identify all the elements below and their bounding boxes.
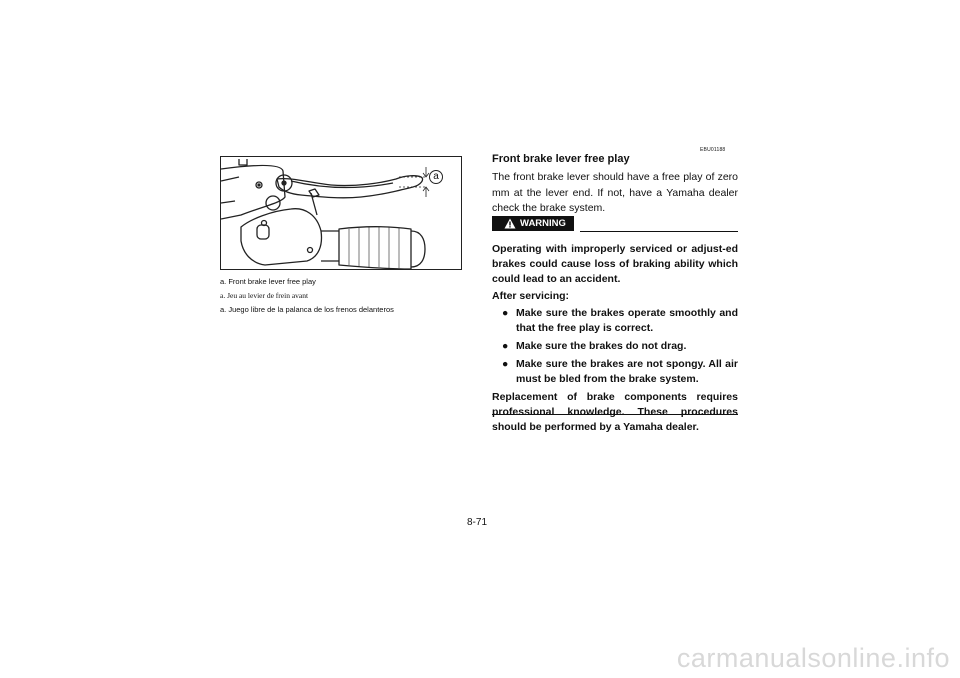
warning-header [492,216,738,232]
warning-label: WARNING [520,218,566,229]
brake-lever-illustration [220,156,462,270]
warning-content [492,242,738,437]
section-title: Front brake lever free play [492,153,630,165]
bullet-icon: ● [502,358,509,370]
bullet-icon: ● [502,307,509,319]
watermark: carmanualsonline.info [676,643,950,673]
brake-lever-drawing [221,157,462,270]
section-body: The front brake lever should have a free play of zero mm at the lever end. If not, have a Yamaha dealer check the brake system. [492,171,738,214]
warning-intro: Operating with improperly serviced or adjust-ed brakes could cause loss of braking ability which could lead to an accident. [492,243,738,285]
caption-spanish: a. Juego libre de la palanca de los frenos delanteros [220,305,394,314]
warning-end-rule [492,414,738,415]
warning-triangle-icon [504,218,516,229]
figure-callout-label: a [429,170,443,184]
caption-english: a. Front brake lever free play [220,277,316,286]
warning-closing: Replacement of brake components requires professional knowledge. These procedures should be performed by a Yamaha dealer. [492,391,738,433]
list-item: ● Make sure the brakes are not spongy. All air must be bled from the brake system. [502,358,738,385]
caption-french: a. Jeu au levier de frein avant [220,291,309,300]
figure-captions [220,277,470,319]
page-number: 8-71 [467,517,488,528]
list-item: ● Make sure the brakes do not drag. [502,340,687,352]
warning-badge [492,216,574,231]
after-servicing-heading: After servicing: [492,290,570,302]
list-item: ● Make sure the brakes operate smoothly and that the free play is correct. [502,307,738,334]
bullet-icon: ● [502,340,509,352]
warning-rule [580,231,738,232]
after-servicing-list [492,306,738,387]
section-reference-code: EBU01188 [700,147,726,153]
